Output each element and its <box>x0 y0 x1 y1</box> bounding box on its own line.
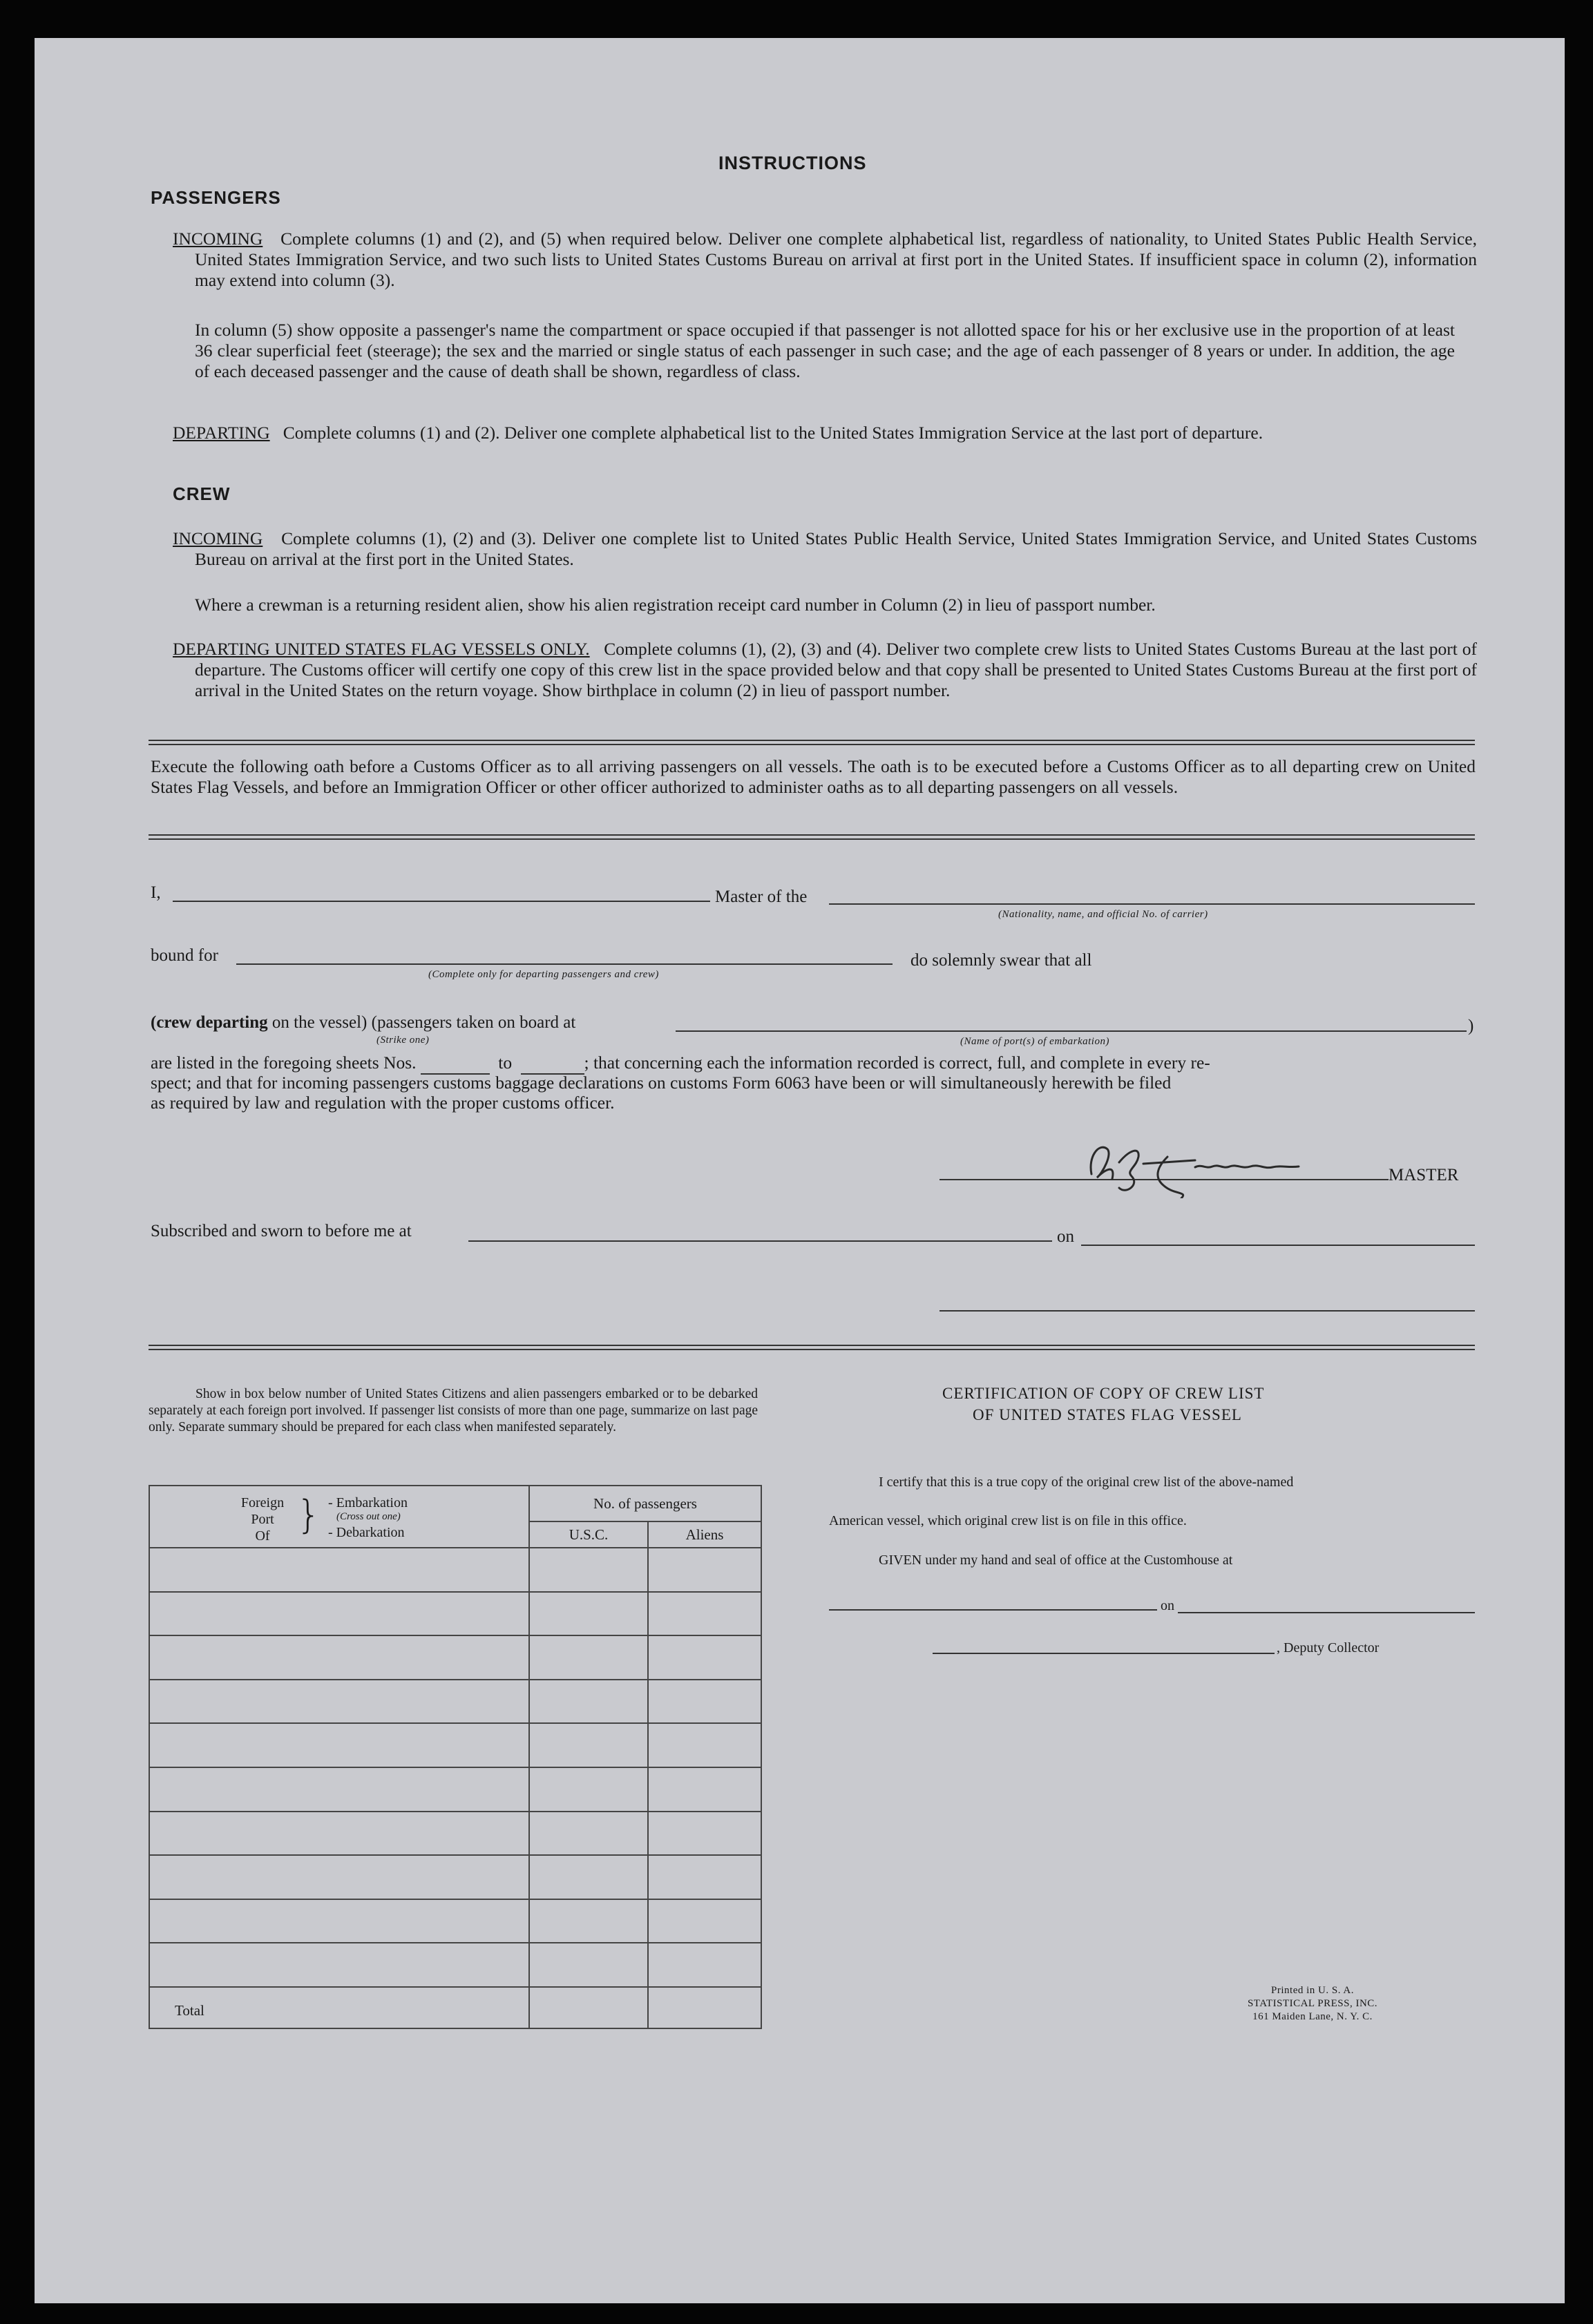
passengers-departing-text: Complete columns (1) and (2). Deliver one complete alphabetical list to the United States Immigration Service at the last port of departure. <box>283 423 1263 443</box>
debarkation-label: - Debarkation <box>328 1525 405 1540</box>
brace-icon: } <box>296 1492 321 1537</box>
table-row <box>149 1855 761 1899</box>
passengers-departing-paragraph <box>173 423 1477 443</box>
deputy-collector-field[interactable] <box>933 1653 1275 1654</box>
table-row <box>149 1592 761 1636</box>
bound-for-caption: (Complete only for departing passengers and crew) <box>428 969 659 980</box>
printer-line-3: 161 Maiden Lane, N. Y. C. <box>1252 2011 1373 2022</box>
passenger-summary-table <box>149 1485 762 2029</box>
aliens-cell[interactable] <box>648 1680 761 1724</box>
page-title: INSTRUCTIONS <box>718 153 867 173</box>
to-label: to <box>498 1053 513 1073</box>
of-label: Of <box>255 1528 270 1544</box>
divider <box>149 1345 1475 1350</box>
usc-total-cell[interactable] <box>529 1987 648 2028</box>
passengers-column5-paragraph: In column (5) show opposite a passenger's name the compartment or space occupied if that passenger is not allotted space for his or her exclusive use in the proportion of at least 36 clear superficial feet (steerage); the sex and the married or single status of each passenger in such case; and the age of each passenger of 8 years or under. In addition, the age of each deceased passenger and the cause of death shall be shown, regardless of class. <box>195 320 1455 381</box>
aliens-cell[interactable] <box>648 1548 761 1592</box>
total-row <box>149 1987 761 2028</box>
table-row <box>149 1680 761 1724</box>
officer-signature-field[interactable] <box>939 1310 1475 1312</box>
port-cell[interactable] <box>149 1723 529 1767</box>
crew-departing-label: (crew departing <box>151 1013 268 1032</box>
aliens-cell[interactable] <box>648 1723 761 1767</box>
cross-out-label: (Cross out one) <box>336 1511 401 1522</box>
aliens-cell[interactable] <box>648 1635 761 1680</box>
printer-line-2: STATISTICAL PRESS, INC. <box>1247 1998 1378 2009</box>
port-cell[interactable] <box>149 1812 529 1856</box>
summary-note: Show in box below number of United States Citizens and alien passengers embarked or to be debarked separately at each foreign port involved. If passenger list consists of more than one page, summarize on last page only. Separate summary should be prepared for each class when manifested separately. <box>149 1387 758 1434</box>
aliens-cell[interactable] <box>648 1855 761 1899</box>
master-signature <box>1078 1136 1423 1198</box>
crew-departing-paragraph <box>173 639 1477 701</box>
certification-title-1: CERTIFICATION OF COPY OF CREW LIST <box>942 1385 1265 1402</box>
table-row <box>149 1723 761 1767</box>
master-label: MASTER <box>1389 1166 1459 1184</box>
passengers-departing-lead: DEPARTING <box>173 423 270 443</box>
deputy-collector-label: , Deputy Collector <box>1277 1640 1380 1655</box>
port-label: Port <box>251 1512 274 1527</box>
master-name-field[interactable] <box>173 901 710 902</box>
table-row <box>149 1943 761 1987</box>
sworn-on-label: on <box>1057 1227 1074 1246</box>
aliens-cell[interactable] <box>648 1899 761 1943</box>
passengers-incoming-paragraph <box>173 229 1477 291</box>
usc-cell[interactable] <box>529 1899 648 1943</box>
divider <box>149 834 1475 840</box>
table-row <box>149 1899 761 1943</box>
crew-resident-paragraph: Where a crewman is a returning resident alien, show his alien registration receipt card number in Column (2) in lieu of passport number. <box>195 595 1156 615</box>
port-cell[interactable] <box>149 1855 529 1899</box>
aliens-cell[interactable] <box>648 1812 761 1856</box>
oath-i-label: I, <box>151 883 161 902</box>
usc-cell[interactable] <box>529 1680 648 1724</box>
carrier-field[interactable] <box>829 903 1475 905</box>
port-cell[interactable] <box>149 1548 529 1592</box>
table-row <box>149 1812 761 1856</box>
oath-line-3: as required by law and regulation with the proper customs officer. <box>151 1093 615 1113</box>
usc-cell[interactable] <box>529 1943 648 1987</box>
carrier-caption: (Nationality, name, and official No. of carrier) <box>998 909 1208 920</box>
close-paren: ) <box>1468 1017 1474 1035</box>
do-swear-label: do solemnly swear that all <box>910 951 1092 970</box>
foreign-port-of-label <box>231 1495 294 1544</box>
total-label: Total <box>149 1987 529 2028</box>
port-cell[interactable] <box>149 1635 529 1680</box>
certify-line-1: I certify that this is a true copy of the original crew list of the above-named <box>879 1475 1294 1490</box>
passengers-incoming-text: Complete columns (1) and (2), and (5) when required below. Deliver one complete alphabetical list, regardless of nationality, to United States Public Health Service, United States Immigration Service, and two such lists to United States Customs Bureau on arrival at first port in the United States. If insufficient space in column (2), information may extend into column (3). <box>195 229 1478 290</box>
aliens-cell[interactable] <box>648 1943 761 1987</box>
foreign-label: Foreign <box>240 1495 285 1510</box>
bound-for-field[interactable] <box>236 963 893 965</box>
embarkation-label: - Embarkation <box>328 1495 408 1510</box>
port-cell[interactable] <box>149 1592 529 1636</box>
usc-cell[interactable] <box>529 1767 648 1812</box>
printer-line-1: Printed in U. S. A. <box>1271 1985 1354 1996</box>
crew-incoming-text: Complete columns (1), (2) and (3). Deliver one complete list to United States Public Health Service, United States Immigration Service, and United States Customs Bureau on arrival at the first port in the United States. <box>195 528 1478 569</box>
certify-line-2: American vessel, which original crew list is on file in this office. <box>829 1513 1187 1528</box>
port-cell[interactable] <box>149 1899 529 1943</box>
passengers-incoming-lead: INCOMING <box>173 229 263 249</box>
port-cell[interactable] <box>149 1767 529 1812</box>
cert-date-field[interactable] <box>1178 1612 1475 1613</box>
customhouse-field[interactable] <box>829 1609 1157 1611</box>
usc-cell[interactable] <box>529 1635 648 1680</box>
sworn-date-field[interactable] <box>1081 1245 1475 1246</box>
are-listed-rest: ; that concerning each the information recorded is correct, full, and complete in every re- <box>584 1053 1210 1073</box>
table-row <box>149 1635 761 1680</box>
crew-heading: CREW <box>173 483 231 504</box>
oath-line-2: spect; and that for incoming passengers customs baggage declarations on customs Form 6063 have been or will simultaneously herewith be filed <box>151 1073 1172 1093</box>
usc-cell[interactable] <box>529 1723 648 1767</box>
crew-passengers-line <box>151 1012 575 1033</box>
usc-header: U.S.C. <box>529 1521 648 1548</box>
bound-for-label: bound for <box>151 946 218 965</box>
usc-cell[interactable] <box>529 1548 648 1592</box>
printer-imprint <box>1223 1984 1402 2024</box>
strike-one-caption: (Strike one) <box>376 1035 430 1046</box>
table-row <box>149 1548 761 1592</box>
aliens-cell[interactable] <box>648 1767 761 1812</box>
passengers-taken-label: (passengers taken on board at <box>371 1013 576 1032</box>
crew-departing-lead: DEPARTING UNITED STATES FLAG VESSELS ONLY. <box>173 639 590 659</box>
oath-intro: Execute the following oath before a Customs Officer as to all arriving passengers on all vessels. The oath is to be executed before a Customs Officer as to all departing crew on United States Flag Vessels, and before an Immigration Officer or other officer authorized to administer oaths as to all departing passengers on all vessels. <box>151 756 1476 797</box>
port-cell[interactable] <box>149 1943 529 1987</box>
master-of-the-label: Master of the <box>715 887 808 906</box>
form-page <box>35 38 1565 2303</box>
certification-title-2: OF UNITED STATES FLAG VESSEL <box>973 1406 1242 1423</box>
usc-cell[interactable] <box>529 1812 648 1856</box>
port-caption: (Name of port(s) of embarkation) <box>960 1036 1109 1047</box>
divider <box>149 740 1475 745</box>
passengers-heading: PASSENGERS <box>151 187 281 208</box>
aliens-cell[interactable] <box>648 1592 761 1636</box>
aliens-total-cell[interactable] <box>648 1987 761 2028</box>
port-cell[interactable] <box>149 1680 529 1724</box>
are-listed-label: are listed in the foregoing sheets Nos. <box>151 1053 417 1073</box>
usc-cell[interactable] <box>529 1855 648 1899</box>
table-row <box>149 1767 761 1812</box>
aliens-header: Aliens <box>648 1521 761 1548</box>
sworn-place-field[interactable] <box>468 1240 1052 1242</box>
crew-incoming-lead: INCOMING <box>173 528 263 548</box>
no-of-passengers-header: No. of passengers <box>529 1486 761 1521</box>
given-line: GIVEN under my hand and seal of office at the Customhouse at <box>879 1553 1233 1568</box>
crew-departing-text: Complete columns (1), (2), (3) and (4). Deliver two complete crew lists to United States Customs Bureau at the last port of departure. The Customs officer will certify one copy of this crew list in the space provided below and that copy shall be presented to United States Customs Bureau at the first port of arrival in the United States on the return voyage. Show birthplace in column (2) in lieu of passport number. <box>195 639 1477 700</box>
usc-cell[interactable] <box>529 1592 648 1636</box>
crew-incoming-paragraph <box>173 528 1477 570</box>
port-of-embarkation-field[interactable] <box>676 1030 1467 1032</box>
cert-on-label: on <box>1161 1598 1174 1613</box>
on-the-vessel-label: on the vessel) <box>271 1013 368 1032</box>
port-header <box>149 1486 529 1548</box>
subscribed-label: Subscribed and sworn to before me at <box>151 1222 412 1240</box>
